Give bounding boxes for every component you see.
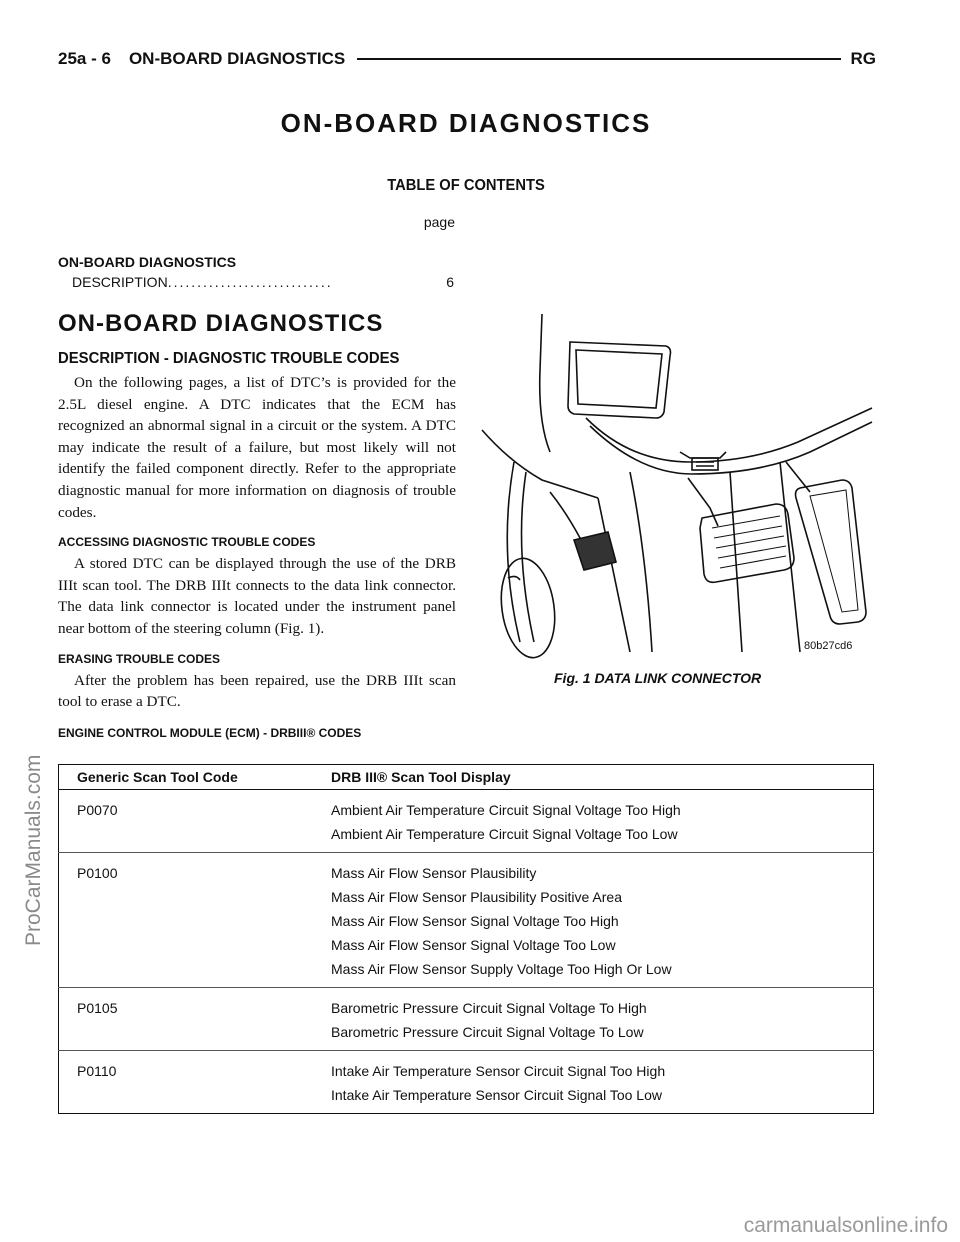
- toc-title: TABLE OF CONTENTS: [387, 177, 545, 194]
- dtc-description: Barometric Pressure Circuit Signal Voltage To Low: [331, 1024, 644, 1040]
- toc-page-label: page: [423, 214, 455, 230]
- table-row: [59, 853, 874, 988]
- page-header: [58, 46, 876, 72]
- figure-caption: Fig. 1 DATA LINK CONNECTOR: [554, 670, 762, 686]
- accessing-paragraph: A stored DTC can be displayed through the use of the DRB IIIt scan tool. The DRB IIIt connects to the data link connector. The data link connector is located under the instrument panel near bottom of the steering column (Fig. 1).: [58, 555, 456, 637]
- toc-entry-label: DESCRIPTION: [72, 274, 168, 290]
- dtc-description: Mass Air Flow Sensor Signal Voltage Too High: [331, 913, 619, 929]
- header-rule: [357, 58, 840, 60]
- page-title: ON-BOARD DIAGNOSTICS: [280, 108, 652, 138]
- bottom-watermark: carmanualsonline.info: [743, 1214, 948, 1237]
- header-generic-code: Generic Scan Tool Code: [59, 765, 332, 790]
- dtc-table: [58, 764, 874, 1114]
- dtc-description: Ambient Air Temperature Circuit Signal Voltage Too Low: [331, 826, 678, 842]
- dtc-description: Mass Air Flow Sensor Plausibility Positive Area: [331, 889, 622, 905]
- table-header-row: [59, 765, 874, 790]
- dtc-code: P0110: [77, 1063, 117, 1079]
- table-row: [59, 1051, 874, 1114]
- erasing-paragraph: After the problem has been repaired, use the DRB IIIt scan tool to erase a DTC.: [58, 671, 456, 711]
- side-watermark: ProCarManuals.com: [22, 754, 45, 946]
- dtc-code: P0100: [77, 865, 118, 881]
- body-column: [58, 310, 456, 713]
- toc-entry[interactable]: [72, 274, 454, 290]
- dtc-description: Ambient Air Temperature Circuit Signal Voltage Too High: [331, 802, 681, 818]
- intro-paragraph: On the following pages, a list of DTC’s is provided for the 2.5L diesel engine. A DTC indicates that the ECM has recognized an abnormal signal in a circuit or the system. A DTC may indicate the result of a failure, but most likely will not identify the failed component directly. Refer to the appropriate diagnostic manual for more information on diagnosis of trouble codes.: [58, 374, 456, 521]
- dtc-code: P0105: [77, 1000, 118, 1016]
- dtc-description: Intake Air Temperature Sensor Circuit Signal Too Low: [331, 1087, 662, 1103]
- erasing-heading: ERASING TROUBLE CODES: [58, 651, 221, 666]
- figure-id: 80b27cd6: [804, 640, 853, 652]
- table-row: [59, 790, 874, 853]
- page-number: 25a - 6: [58, 49, 111, 68]
- dtc-code: P0070: [77, 802, 118, 818]
- toc-section: ON-BOARD DIAGNOSTICS: [58, 254, 237, 270]
- dtc-description: Intake Air Temperature Sensor Circuit Signal Too High: [331, 1063, 666, 1079]
- dtc-description: Mass Air Flow Sensor Supply Voltage Too High Or Low: [331, 961, 672, 977]
- ecm-codes-heading: ENGINE CONTROL MODULE (ECM) - DRBIII® CODES: [58, 726, 362, 740]
- table-row: [59, 988, 874, 1051]
- dtc-description: Barometric Pressure Circuit Signal Voltage To High: [331, 1000, 647, 1016]
- accessing-heading: ACCESSING DIAGNOSTIC TROUBLE CODES: [58, 535, 316, 550]
- toc-entry-leader: ............................: [167, 274, 333, 290]
- data-link-connector-illustration: [480, 312, 876, 662]
- description-heading: DESCRIPTION - DIAGNOSTIC TROUBLE CODES: [58, 350, 400, 367]
- toc-entry-page: 6: [446, 274, 454, 290]
- dtc-description: Mass Air Flow Sensor Plausibility: [331, 865, 537, 881]
- header-drb-display: DRB III® Scan Tool Display: [331, 765, 874, 790]
- dtc-description: Mass Air Flow Sensor Signal Voltage Too Low: [331, 937, 616, 953]
- section-heading: ON-BOARD DIAGNOSTICS: [58, 310, 384, 337]
- header-model-code: RG: [850, 49, 876, 68]
- header-section-title: ON-BOARD DIAGNOSTICS: [128, 49, 346, 68]
